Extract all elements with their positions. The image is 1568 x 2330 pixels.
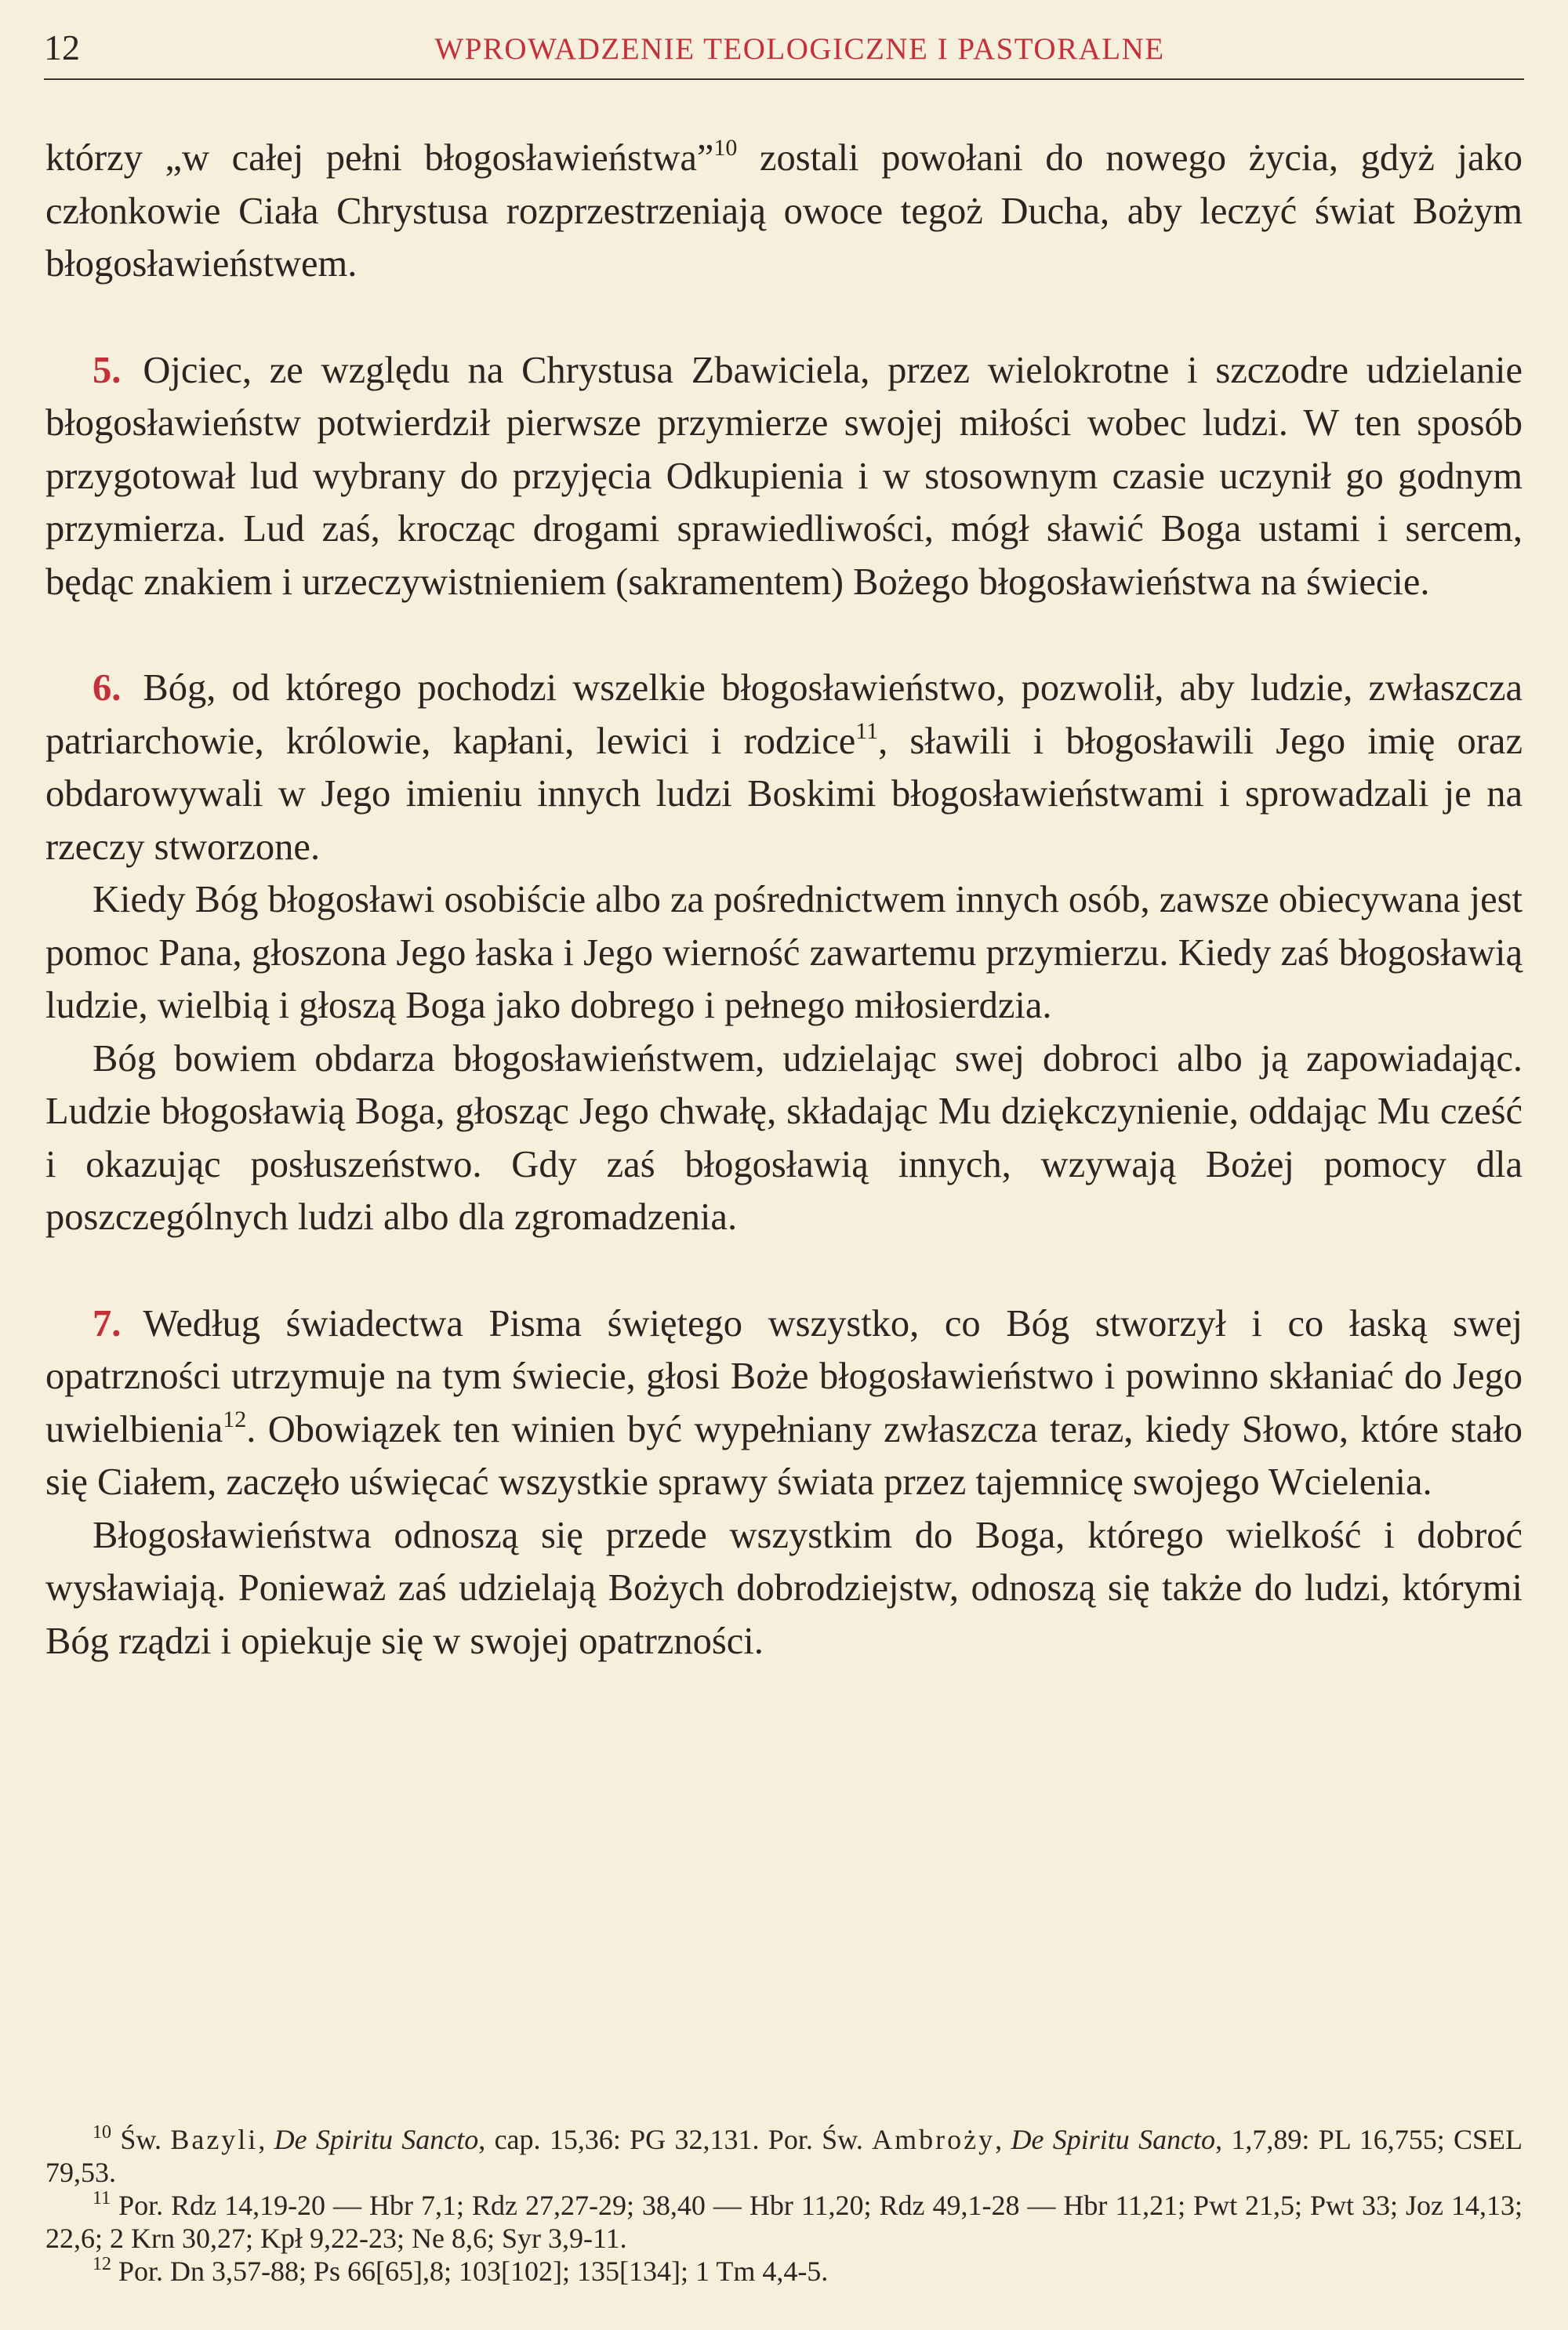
footnote-number: 11: [93, 2188, 111, 2208]
paragraph-intro: [45, 132, 1523, 291]
paragraph-7: [45, 1297, 1523, 1509]
text-run: którzy „w całej pełni błogosławieństwa”: [45, 137, 714, 179]
work-title: De Spiritu Sancto: [274, 2124, 479, 2155]
paragraph-6b: Kiedy Bóg błogosławi osobiście albo za pośrednictwem innych osób, zawsze obiecywana jest pomoc Pana, głoszona Jego łaska i Jego wierność zawartemu przymierzu. Kiedy zaś błogosławią ludzie, wielbią i głoszą Boga jako dobrego i pełnego miłosierdzia.: [45, 879, 1523, 1026]
footnote-number: 10: [93, 2122, 111, 2143]
footnote-ref-12: 12: [223, 1406, 247, 1432]
main-text: [45, 132, 1523, 1668]
footnote-number: 12: [93, 2254, 111, 2274]
text-run: Według świadectwa Pisma świętego wszystko, co Bóg stworzył i co łaską swej opatrzności utrzymuje na tym świecie, głosi Boże błogosławieństwo i powinno skłaniać do Jego uwielbienia: [45, 1302, 1523, 1450]
text-run: ,: [995, 2124, 1011, 2155]
footnote-12: [45, 2255, 1523, 2288]
paragraph-6c: Bóg bowiem obdarza błogosławieństwem, udzielając swej dobroci albo ją zapowiadając. Ludzie błogosławią Boga, głosząc Jego chwałę, składając Mu dziękczynienie, oddając Mu cześć i okazując posłuszeństwo. Gdy zaś błogosławią innych, wzywają Bożej pomocy dla poszczególnych ludzi albo dla zgromadzenia.: [45, 1037, 1523, 1238]
text-run: zostali powołani do nowego życia, gdyż jako członkowie Ciała Chrystusa rozprzestrzeniają owoce tegoż Ducha, aby leczyć świat Bożym błogosławieństwem.: [45, 137, 1523, 285]
text-run: Ojciec, ze względu na Chrystusa Zbawiciela, przez wielokrotne i szczodre udzielanie błogosławieństw potwierdził pierwsze przymierze swojej miłości wobec ludzi. W ten sposób przygotował lud wybrany do przyjęcia Odkupienia i w stosownym czasie uczynił go godnym przymierza. Lud zaś, krocząc drogami sprawiedliwości, mógł sławić Boga ustami i sercem, będąc znakiem i urzeczywistnieniem (sakramentem) Bożego błogosławieństwa na świecie.: [45, 349, 1523, 603]
work-title: De Spiritu Sancto: [1011, 2124, 1216, 2155]
text-run: Bóg, od którego pochodzi wszelkie błogosławieństwo, pozwolił, aby ludzie, zwłaszcza patriarchowie, królowie, kapłani, lewici i rodzice: [45, 667, 1523, 762]
text-run: , 1,7,89: PL 16,755; CSEL 79,53.: [45, 2124, 1523, 2188]
paragraph-5: [45, 344, 1523, 609]
running-title: WPROWADZENIE TEOLOGICZNE I PASTORALNE: [434, 32, 1165, 66]
footnote-11: [45, 2189, 1523, 2255]
page-number: 12: [44, 27, 80, 67]
author-name: Bazyli: [170, 2124, 259, 2155]
text-run: , sławili i błogosławili Jego imię oraz obdarowywali w Jego imieniu innych ludzi Boskimi błogosławieństwami i sprowadzali je na rzeczy stworzone.: [45, 720, 1523, 868]
footnote-10: [45, 2123, 1523, 2189]
footnote-ref-11: 11: [855, 717, 879, 744]
footnote-ref-10: 10: [713, 135, 738, 161]
text-run: Św.: [120, 2124, 171, 2155]
footnotes: [45, 2123, 1523, 2288]
paragraph-6: [45, 662, 1523, 873]
paragraph-7b: Błogosławieństwa odnoszą się przede wszystkim do Boga, którego wielkość i dobroć wysławiają. Ponieważ zaś udzielają Bożych dobrodziejstw, odnoszą się także do ludzi, którymi Bóg rządzi i opiekuje się w swojej opatrzności.: [45, 1514, 1523, 1662]
paragraph-number: 5.: [93, 349, 122, 391]
text-run: ,: [258, 2124, 274, 2155]
text-run: Por. Dn 3,57-88; Ps 66[65],8; 103[102]; 135[134]; 1 Tm 4,4-5.: [118, 2256, 829, 2287]
text-run: Por. Rdz 14,19-20 — Hbr 7,1; Rdz 27,27-29; 38,40 — Hbr 11,20; Rdz 49,1-28 — Hbr 11,21; Pwt 21,5; Pwt 33; Joz 14,13; 22,6; 2 Krn 30,27; Kpł 9,22-23; Ne 8,6; Syr 3,9-11.: [45, 2190, 1523, 2254]
text-run: , cap. 15,36: PG 32,131. Por. Św.: [478, 2124, 873, 2155]
running-header: [44, 24, 1524, 80]
text-run: . Obowiązek ten winien być wypełniany zwłaszcza teraz, kiedy Słowo, które stało się Ciałem, zaczęło uświęcać wszystkie sprawy świata przez tajemnicę swojego Wcielenia.: [45, 1408, 1523, 1503]
author-name: Ambroży: [872, 2124, 996, 2155]
paragraph-number: 6.: [93, 667, 122, 709]
paragraph-number: 7.: [93, 1302, 122, 1345]
